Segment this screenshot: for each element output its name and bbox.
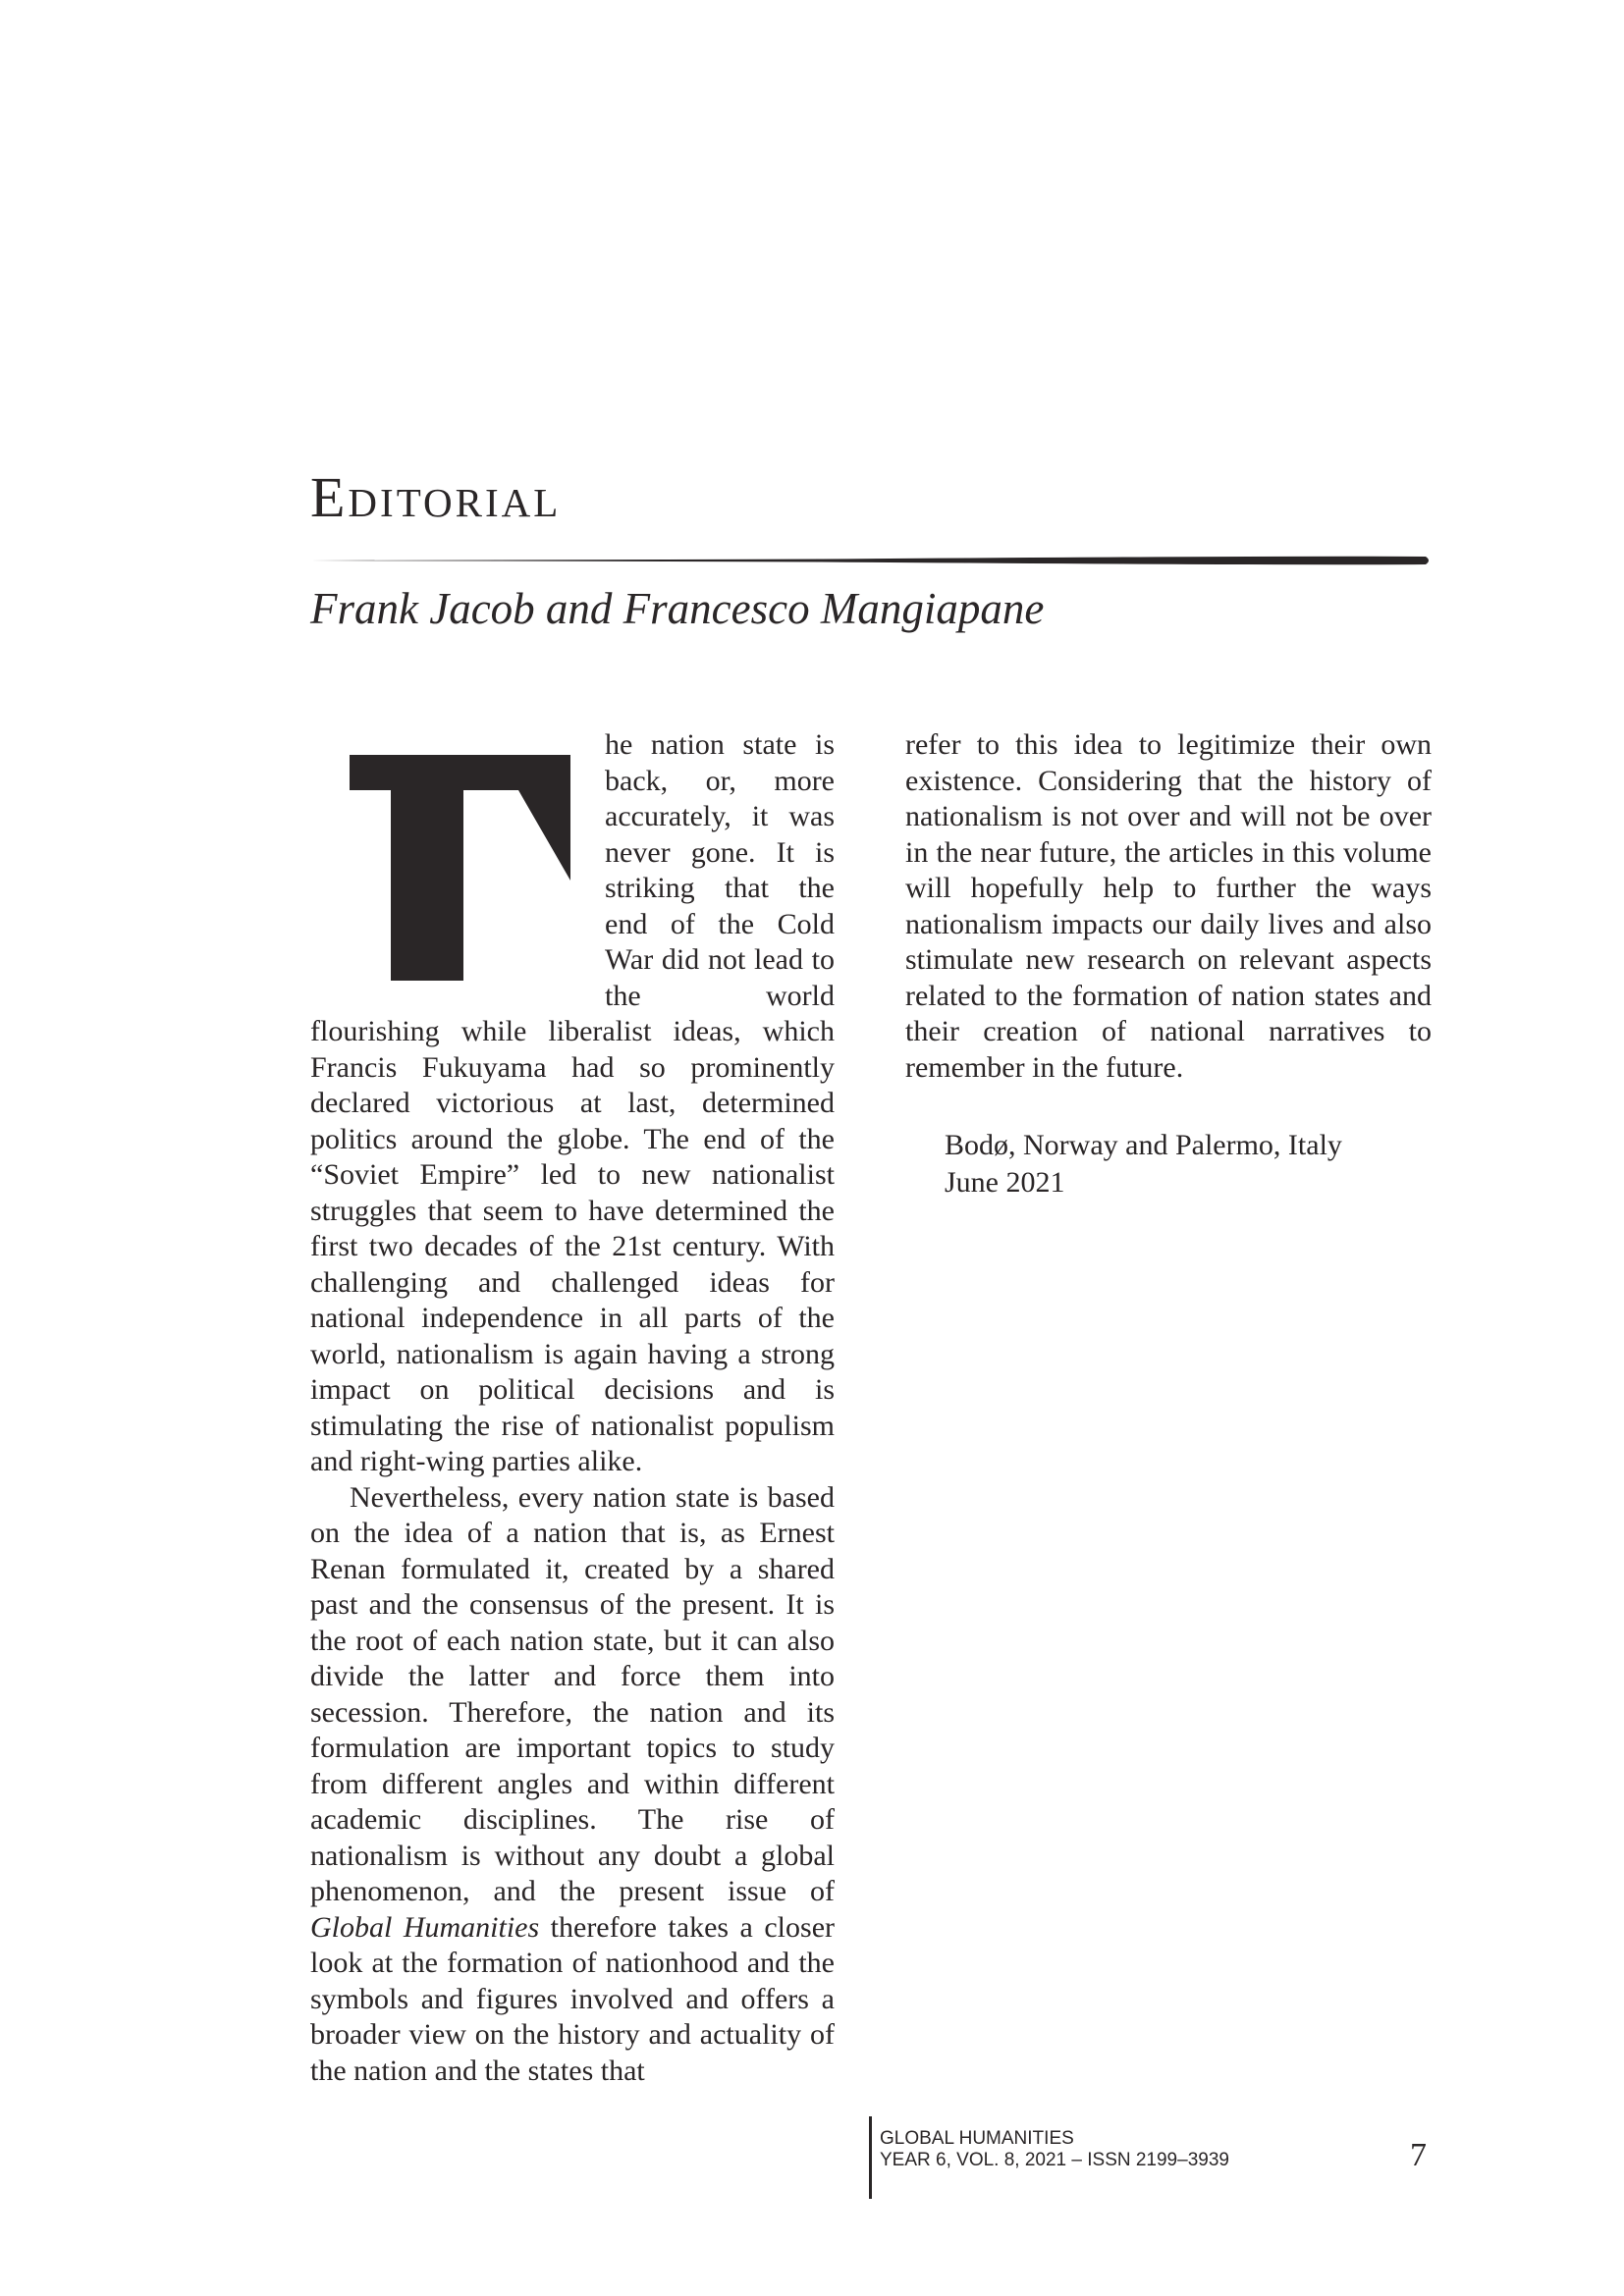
paragraph-2-text-b: therefore takes a closer look at the formation of nationhood and the symbols and figures involved and offers a broader view on the history and actuality of the nation and the states that: [310, 1910, 835, 2087]
footer-divider: [869, 2116, 872, 2199]
signature-place: Bodø, Norway and Palermo, Italy: [945, 1129, 1342, 1161]
right-column: [905, 727, 1432, 1086]
paragraph-3: refer to this idea to legitimize their own existence. Considering that the history of nationalism is not over and will not be over in the near future, the articles in this volume will hopefully help to further the ways nationalism impacts our daily lives and also stimulate new research on relevant aspects related to the formation of nation states and their creation of national narratives to remember in the future.: [905, 728, 1432, 1084]
drop-cap: [310, 731, 605, 982]
authors: Frank Jacob and Francesco Mangiapane: [310, 584, 1045, 633]
paragraph-1: [310, 727, 835, 1480]
left-column: [310, 727, 835, 2089]
journal-name: GLOBAL HUMANITIES: [880, 2128, 1074, 2149]
paragraph-2: [310, 1480, 835, 2090]
journal-title-italic: Global Humanities: [310, 1910, 540, 1944]
paragraph-1-text: he nation state is back, or, more accurately, it was never gone. It is striking that the end of the Cold War did not lead to the world flourishing while liberalist ideas, which Francis Fukuyama had so prominently declared victorious at last, determined politics around the globe. The end of the “Soviet Empire” led to new nationalist struggles that seem to have determined the first two decades of the 21st century. With challenging and challenged ideas for national independence in all parts of the world, nationalism is again having a strong impact on political decisions and is stimulating the rise of nationalist populism and right-wing parties alike.: [310, 728, 835, 1477]
title-rule: [310, 555, 1432, 566]
paragraph-2-text-a: Nevertheless, every nation state is based on the idea of a nation that is, as Ernest Renan formulated it, created by a shared past and the consensus of the present. It is the root of each nation state, but it can also divide the latter and force them into secession. Therefore, the nation and its formulation are important topics to study from different angles and within different academic disciplines. The rise of nationalism is without any doubt a global phenomenon, and the present issue of: [310, 1480, 835, 1907]
journal-info: YEAR 6, VOL. 8, 2021 – ISSN 2199–3939: [880, 2150, 1229, 2170]
footer-journal: [880, 2128, 1229, 2171]
signature-date: June 2021: [945, 1166, 1065, 1199]
page-number: 7: [1410, 2137, 1427, 2173]
page-title: Editorial: [310, 465, 562, 529]
signature-block: [945, 1127, 1342, 1201]
